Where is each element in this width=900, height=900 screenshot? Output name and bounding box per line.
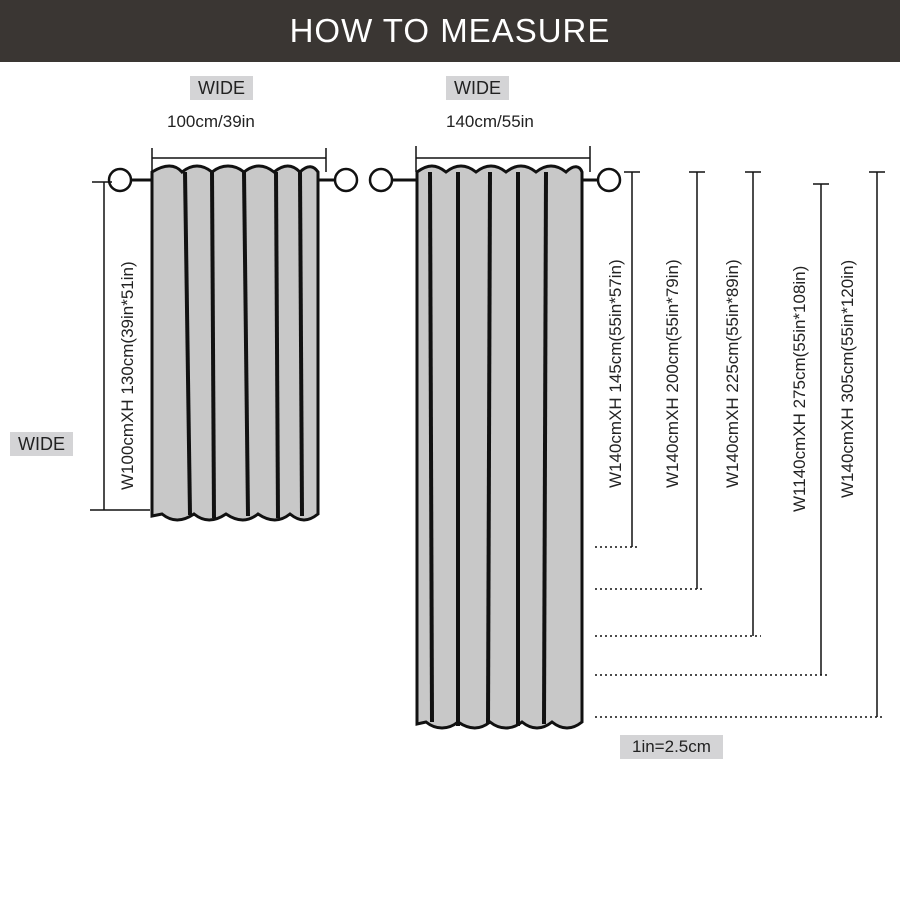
small-curtain bbox=[152, 166, 318, 520]
size-option-145: W140cmXH 145cm(55in*57in) bbox=[606, 259, 625, 488]
large-curtain bbox=[417, 166, 582, 728]
side-wide-label: WIDE bbox=[10, 432, 73, 456]
small-size-text: W100cmXH 130cm(39in*51in) bbox=[118, 261, 137, 490]
size-option-305: W140cmXH 305cm(55in*120in) bbox=[838, 259, 857, 498]
size-option-275: W1140cmXH 275cm(55in*108in) bbox=[790, 265, 809, 512]
large-wide-label: WIDE bbox=[446, 76, 509, 100]
large-width-text: 140cm/55in bbox=[446, 112, 534, 131]
small-width-text: 100cm/39in bbox=[167, 112, 255, 131]
page-title: HOW TO MEASURE bbox=[289, 12, 611, 49]
size-option-225: W140cmXH 225cm(55in*89in) bbox=[723, 259, 742, 488]
unit-conversion-note: 1in=2.5cm bbox=[620, 735, 723, 759]
size-option-200: W140cmXH 200cm(55in*79in) bbox=[663, 259, 682, 488]
small-wide-label: WIDE bbox=[190, 76, 253, 100]
